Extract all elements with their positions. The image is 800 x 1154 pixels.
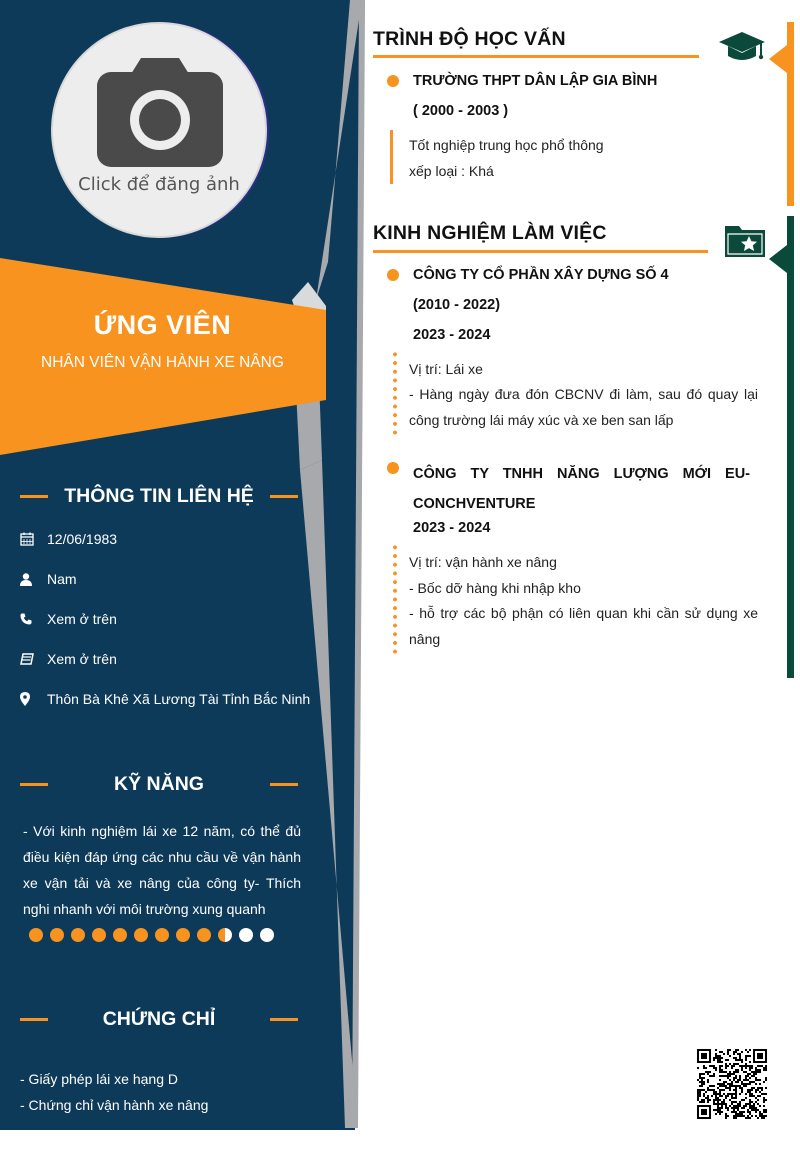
job-detail: - hỗ trợ các bộ phận có liên quan khi cần sử dụng xe nâng xyxy=(409,605,758,647)
email-icon xyxy=(20,653,34,665)
contact-heading: THÔNG TIN LIÊN HỆ xyxy=(20,481,298,511)
rating-dot xyxy=(176,928,190,942)
education-school: TRƯỜNG THPT DÂN LẬP GIA BÌNH xyxy=(413,73,658,89)
education-bar-notch xyxy=(769,45,787,73)
experience-underline xyxy=(373,250,708,253)
rating-dot xyxy=(50,928,64,942)
education-detail: Tốt nghiệp trung học phổ thông xyxy=(409,137,604,153)
rating-dot xyxy=(92,928,106,942)
rating-dot xyxy=(29,928,43,942)
rating-dot xyxy=(218,928,232,942)
avatar-caption: Click để đăng ảnh xyxy=(78,174,240,195)
user-icon xyxy=(20,573,32,586)
experience-heading: KINH NGHIỆM LÀM VIỆC xyxy=(373,222,607,244)
education-detail: xếp loại : Khá xyxy=(409,163,494,179)
skills-text: - Với kinh nghiệm lái xe 12 năm, có thể đủ điều kiện đáp ứng các nhu cầu về vận hành xe vận tải và xe nâng của công ty- Thích nghi nhanh với môi trường xung quanh xyxy=(23,823,301,917)
experience-side-bar xyxy=(787,216,794,678)
education-underline xyxy=(373,55,699,58)
phone-icon xyxy=(20,613,32,625)
rating-dot xyxy=(134,928,148,942)
skill-rating xyxy=(29,928,274,942)
contact-address xyxy=(20,688,320,710)
candidate-title: NHÂN VIÊN VẬN HÀNH XE NÂNG xyxy=(41,354,284,371)
candidate-name: ỨNG VIÊN xyxy=(93,310,232,340)
avatar-upload[interactable] xyxy=(51,22,267,238)
certificate-item: - Chứng chỉ vận hành xe nâng xyxy=(20,1097,209,1113)
camera-icon xyxy=(97,58,223,168)
job-company: CÔNG TY CỔ PHẦN XÂY DỰNG SỐ 4 xyxy=(413,267,669,283)
calendar-icon xyxy=(20,532,34,546)
contact-birthday xyxy=(20,528,320,550)
timeline-bullet xyxy=(387,269,399,281)
folder-star-icon xyxy=(725,223,765,257)
education-heading: TRÌNH ĐỘ HỌC VẤN xyxy=(373,28,566,50)
contact-email xyxy=(20,648,320,670)
contact-gender-text: Nam xyxy=(47,571,77,587)
timeline-bullet xyxy=(387,75,399,87)
rating-dot xyxy=(155,928,169,942)
education-timeline-line xyxy=(390,130,393,184)
job-timeline-line xyxy=(393,350,397,436)
job-company: CÔNG TY TNHH NĂNG LƯỢNG MỚI EU-CONCHVENTURE xyxy=(413,466,750,512)
job-period: 2023 - 2024 xyxy=(413,520,491,536)
experience-bar-notch xyxy=(769,245,787,273)
rating-dot xyxy=(197,928,211,942)
skills-heading: KỸ NĂNG xyxy=(20,769,298,799)
contact-birthday-text: 12/06/1983 xyxy=(47,531,118,547)
graduation-cap-icon xyxy=(719,32,765,64)
rating-dot xyxy=(239,928,253,942)
job-detail: Vị trí: vận hành xe nâng xyxy=(409,554,557,570)
contact-address-text: Thôn Bà Khê Xã Lương Tài Tỉnh Bắc Ninh xyxy=(47,691,311,707)
certificate-item: - Giấy phép lái xe hạng D xyxy=(20,1071,178,1087)
qr-code xyxy=(697,1049,767,1119)
timeline-bullet xyxy=(387,462,399,474)
job-detail: - Bốc dỡ hàng khi nhập kho xyxy=(409,580,581,596)
job-detail: Vị trí: Lái xe xyxy=(409,361,483,377)
certificates-heading: CHỨNG CHỈ xyxy=(20,1004,298,1034)
rating-dot xyxy=(71,928,85,942)
rating-dot xyxy=(113,928,127,942)
job-period: 2023 - 2024 xyxy=(413,327,491,343)
contact-phone-text: Xem ở trên xyxy=(47,611,117,627)
contact-email-text: Xem ở trên xyxy=(47,651,117,667)
job-timeline-line xyxy=(393,543,397,655)
job-detail: - Hàng ngày đưa đón CBCNV đi làm, sau đó quay lại công trường lái máy xúc và xe ben san lấp xyxy=(409,386,758,428)
location-icon xyxy=(20,692,30,706)
job-period: (2010 - 2022) xyxy=(413,297,501,313)
contact-gender xyxy=(20,568,320,590)
contact-phone xyxy=(20,608,320,630)
rating-dot xyxy=(260,928,274,942)
education-side-bar xyxy=(787,22,794,206)
education-years: ( 2000 - 2003 ) xyxy=(413,103,509,119)
